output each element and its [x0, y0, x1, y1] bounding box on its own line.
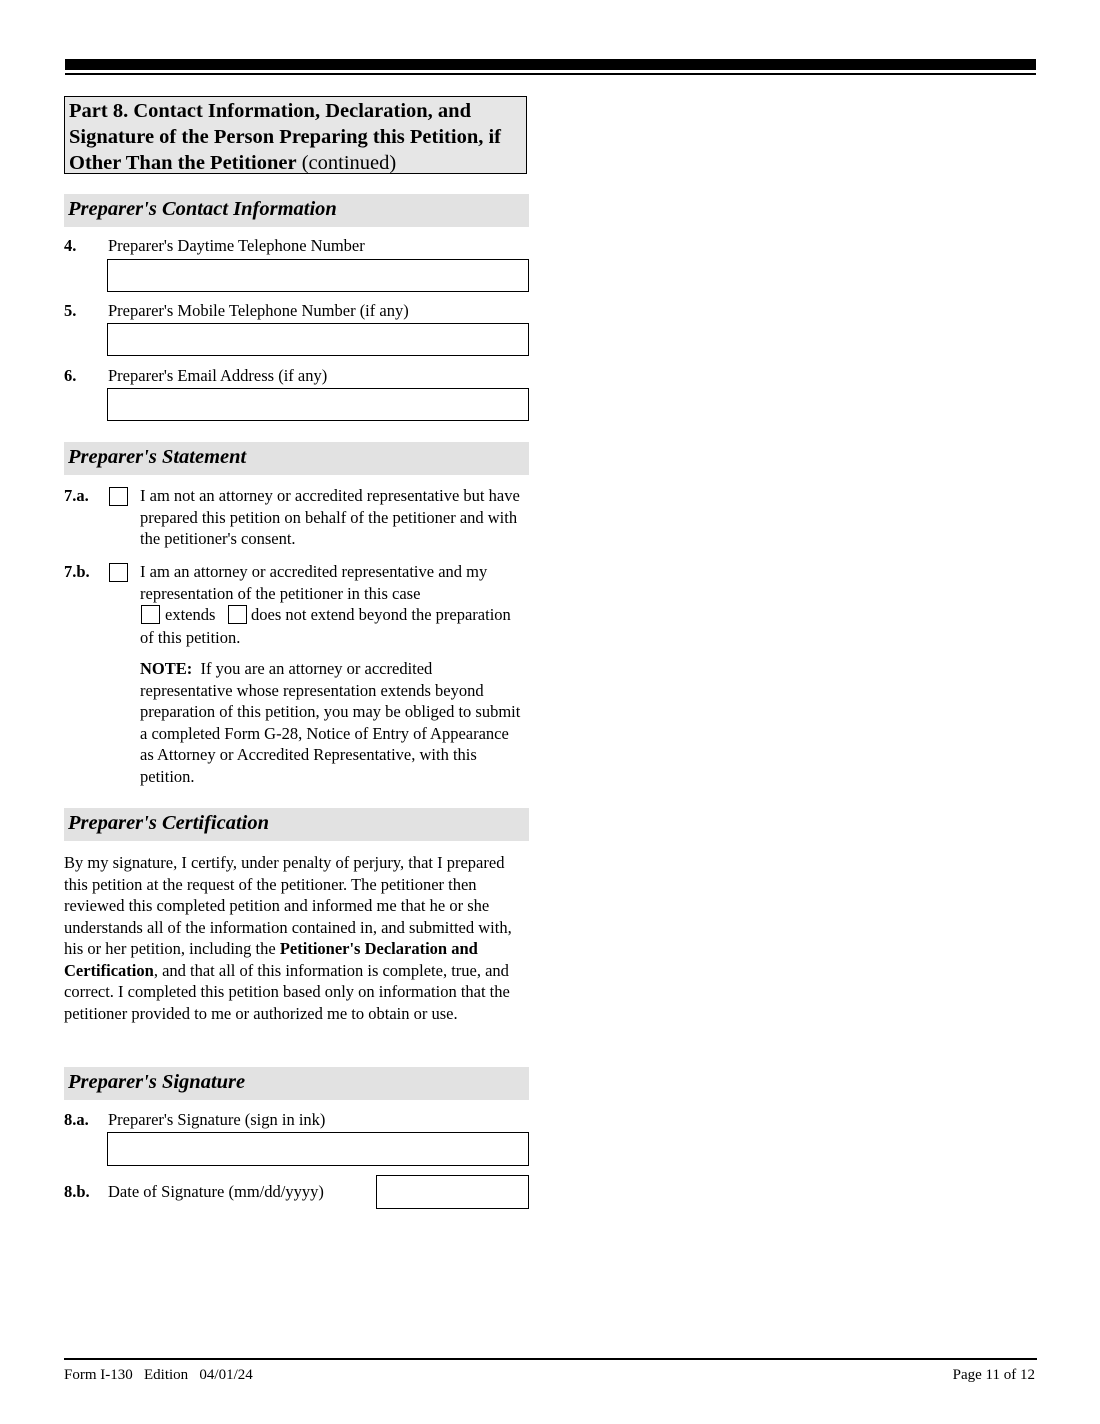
- q8b-number: 8.b.: [64, 1182, 90, 1201]
- certification-text-before: By my signature, I certify, under penalty of perjury, that I prepared this petition at the request of the petitioner. The petitioner then reviewed this completed petition and informed me that he or she understands all of the information contained in, and submitted with, his or her petition, including the: [64, 853, 512, 958]
- part-8-header: [64, 96, 527, 174]
- date-of-signature-field[interactable]: [376, 1175, 529, 1209]
- section-contact-information: Preparer's Contact Information: [64, 194, 529, 227]
- email-field[interactable]: [107, 388, 529, 421]
- does-not-extend-label: does not extend beyond the preparation: [251, 605, 511, 624]
- signature-field[interactable]: [107, 1132, 529, 1166]
- q7b-tail: of this petition.: [140, 628, 241, 647]
- header-thick-rule: [65, 59, 1036, 70]
- does-not-extend-checkbox[interactable]: [228, 605, 247, 624]
- part-8-title: Part 8. Contact Information, Declaration, and Signature of the Person Preparing this Petition, if Other Than the Petitioner: [69, 100, 501, 174]
- section-preparers-statement: Preparer's Statement: [64, 442, 529, 475]
- q7b-number: 7.b.: [64, 562, 90, 581]
- mobile-phone-field[interactable]: [107, 323, 529, 356]
- certification-text: [64, 852, 526, 1024]
- q5-label: Preparer's Mobile Telephone Number (if any): [108, 301, 409, 320]
- extends-label: extends: [165, 605, 216, 624]
- q4-number: 4.: [64, 236, 77, 255]
- q8b-label: Date of Signature (mm/dd/yyyy): [108, 1182, 324, 1201]
- certification-text-bold: Petitioner's Declaration and Certification: [64, 939, 478, 980]
- daytime-phone-field[interactable]: [107, 259, 529, 292]
- section-preparers-certification: Preparer's Certification: [64, 808, 529, 841]
- section-preparers-signature: Preparer's Signature: [64, 1067, 529, 1100]
- footer-page-number: Page 11 of 12: [952, 1367, 1035, 1383]
- footer-form-edition: Form I-130 Edition 04/01/24: [64, 1367, 253, 1383]
- q7a-text: I am not an attorney or accredited representative but have prepared this petition on behalf of the petitioner and with the petitioner's consent.: [140, 486, 520, 548]
- q4-label: Preparer's Daytime Telephone Number: [108, 236, 365, 255]
- footer-rule: [64, 1358, 1037, 1360]
- certification-text-after: , and that all of this information is complete, true, and correct. I completed this petition based only on information that the petitioner provided to me or authorized me to obtain or use.: [64, 960, 510, 1023]
- q6-number: 6.: [64, 366, 77, 385]
- q8a-number: 8.a.: [64, 1110, 89, 1129]
- q8a-label: Preparer's Signature (sign in ink): [108, 1110, 326, 1129]
- note-block: [140, 658, 525, 787]
- header-thin-rule: [65, 73, 1036, 75]
- part-8-title-suffix: (continued): [296, 152, 397, 174]
- q7b-checkbox[interactable]: [109, 563, 128, 582]
- q5-number: 5.: [64, 301, 77, 320]
- q7a-checkbox[interactable]: [109, 487, 128, 506]
- note-label: NOTE:: [140, 659, 193, 678]
- note-text: If you are an attorney or accredited representative whose representation extends beyond preparation of this petition, you may be obliged to submit a completed Form G-28, Notice of Entry of Appearance as Attorney or Accredited Representative, with this petition.: [140, 659, 521, 786]
- extends-checkbox[interactable]: [141, 605, 160, 624]
- q7a-number: 7.a.: [64, 486, 89, 505]
- q6-label: Preparer's Email Address (if any): [108, 366, 328, 385]
- q7b-text: I am an attorney or accredited representative and my representation of the petitioner in this case: [140, 562, 488, 603]
